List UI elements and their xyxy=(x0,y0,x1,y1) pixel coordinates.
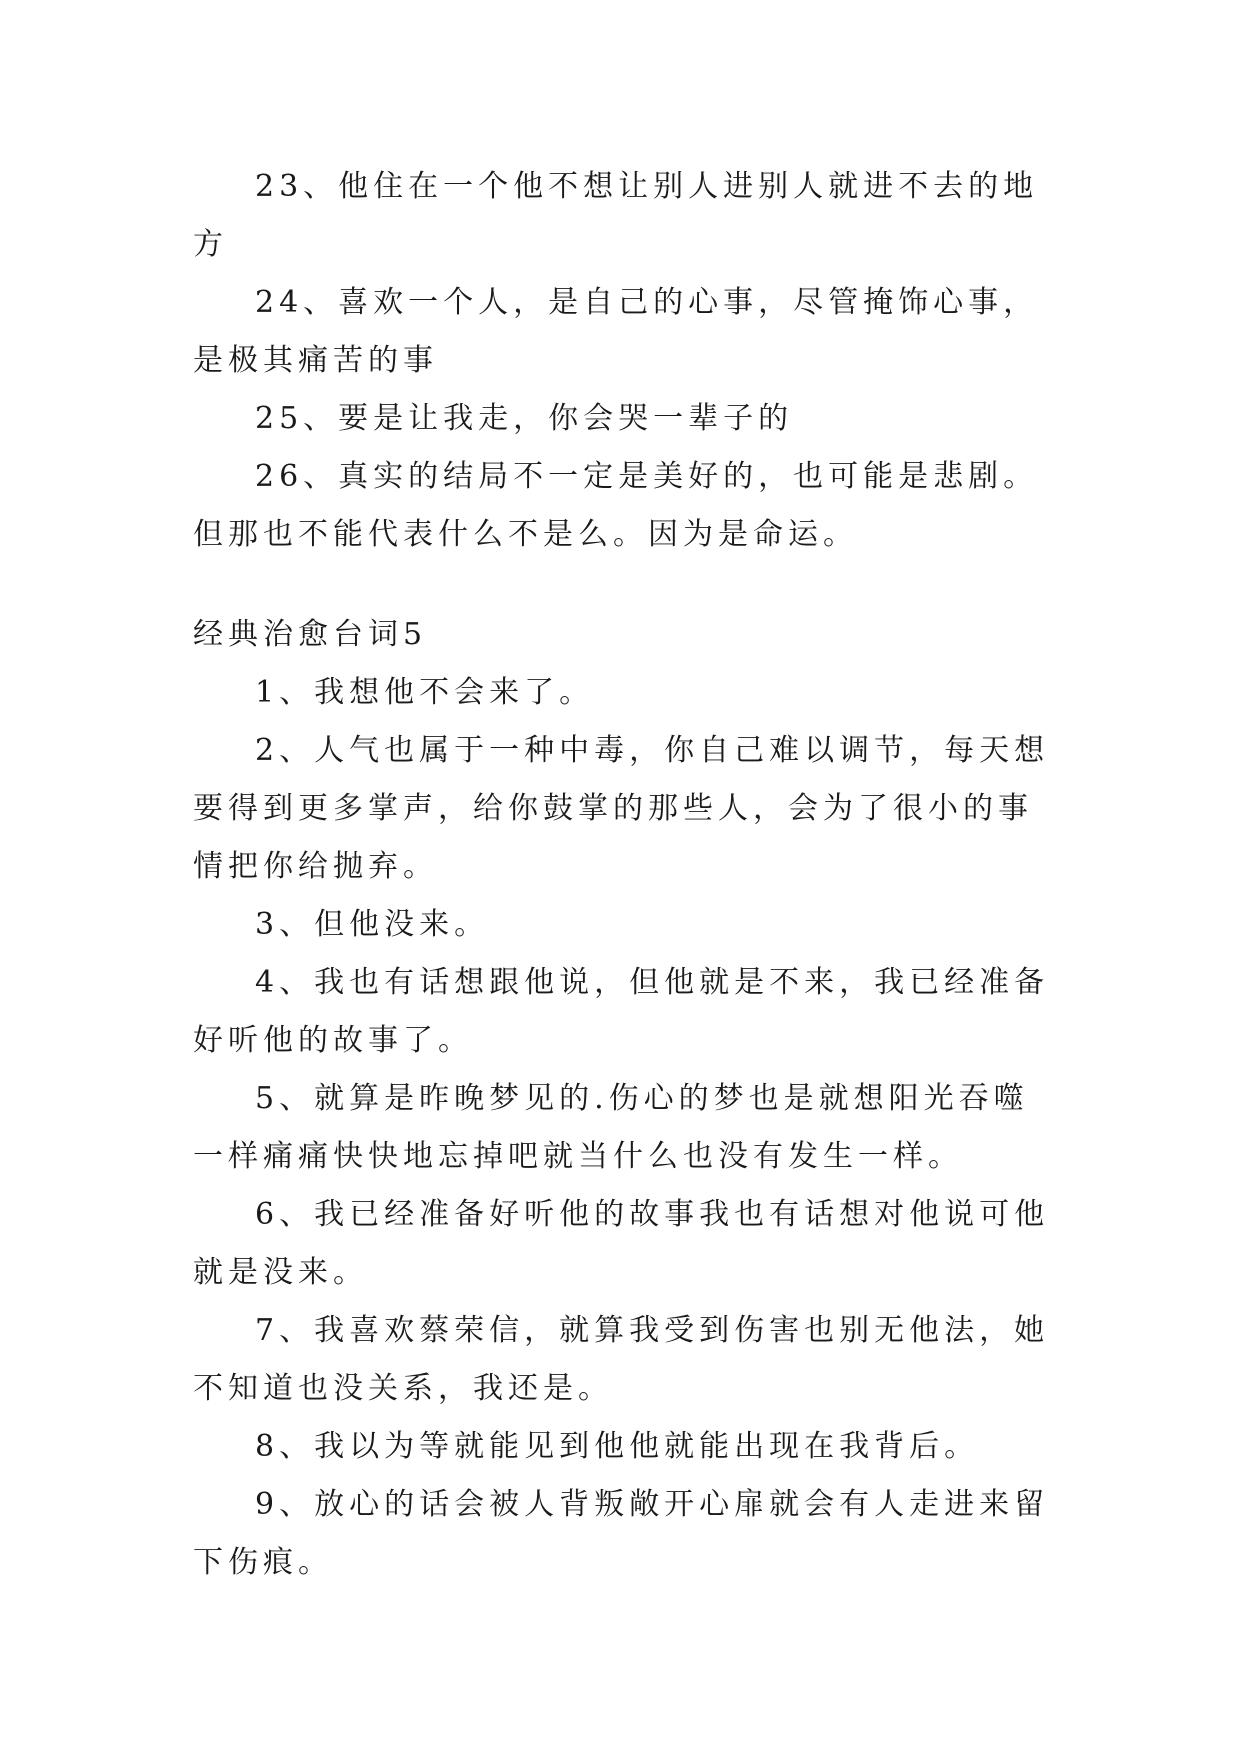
list-item: 3、但他没来。 xyxy=(255,907,490,942)
section-heading: 经典治愈台词5 xyxy=(193,617,428,652)
list-item: 2、人气也属于一种中毒，你自己难以调节，每天想要得到更多掌声，给你鼓掌的那些人，会为了很小的事情把你给抛弃。 xyxy=(193,733,1050,884)
list-item: 6、我已经准备好听他的故事我也有话想对他说可他就是没来。 xyxy=(193,1197,1050,1290)
list-item: 26、真实的结局不一定是美好的，也可能是悲剧。但那也不能代表什么不是么。因为是命运。 xyxy=(193,459,1039,552)
document-body xyxy=(193,158,1058,1592)
list-item: 8、我以为等就能见到他他就能出现在我背后。 xyxy=(255,1429,980,1464)
list-item: 7、我喜欢蔡荣信，就算我受到伤害也别无他法，她不知道也没关系，我还是。 xyxy=(193,1313,1050,1406)
list-item: 23、他住在一个他不想让别人进别人就进不去的地方 xyxy=(193,169,1039,262)
list-item: 9、放心的话会被人背叛敞开心扉就会有人走进来留下伤痕。 xyxy=(193,1487,1050,1580)
list-item: 1、我想他不会来了。 xyxy=(255,675,595,710)
list-item: 25、要是让我走，你会哭一辈子的 xyxy=(255,401,794,436)
list-item: 24、喜欢一个人，是自己的心事，尽管掩饰心事，是极其痛苦的事 xyxy=(193,285,1039,378)
list-item: 4、我也有话想跟他说，但他就是不来，我已经准备好听他的故事了。 xyxy=(193,965,1050,1058)
list-item: 5、就算是昨晚梦见的.伤心的梦也是就想阳光吞噬一样痛痛快快地忘掉吧就当什么也没有发生一样。 xyxy=(193,1081,1029,1174)
